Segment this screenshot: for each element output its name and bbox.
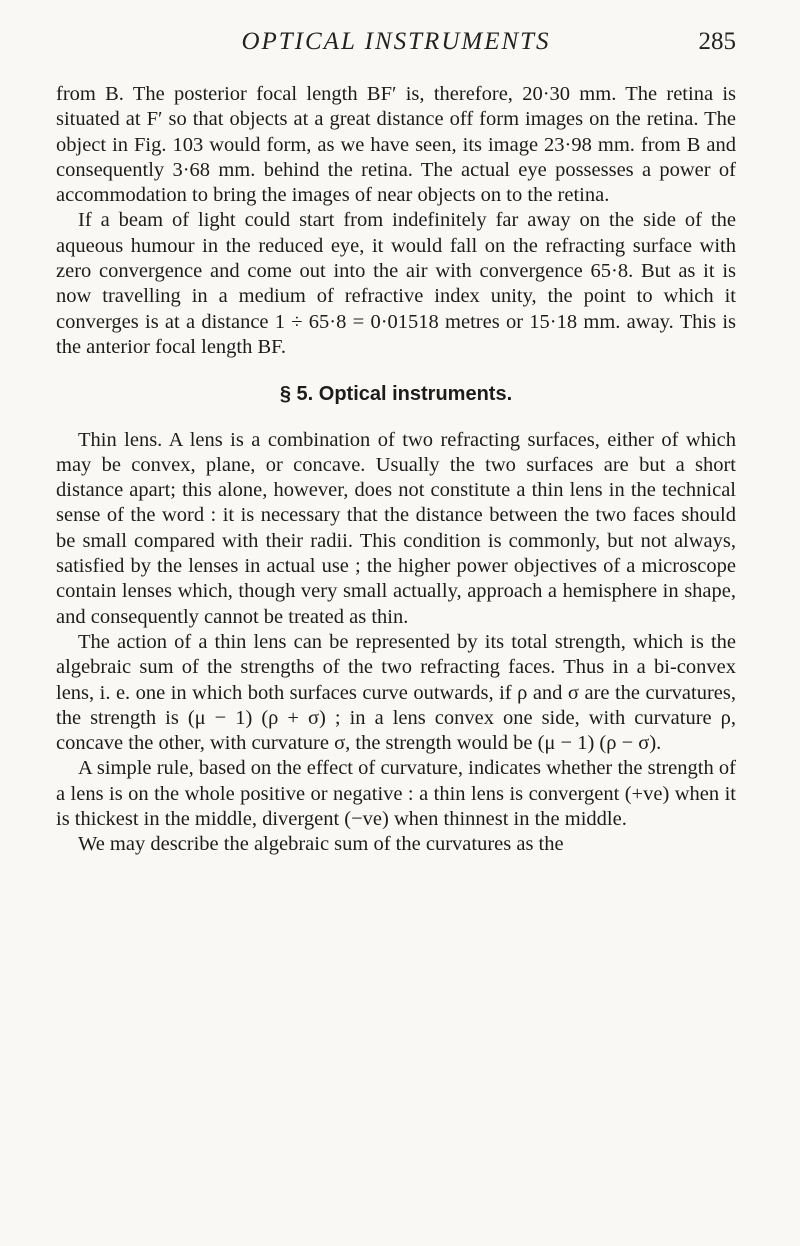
page-header <box>56 28 736 68</box>
paragraph-5: A simple rule, based on the effect of curvature, indicates whether the strength of a lens is on the whole positive or negative : a thin lens is convergent (+ve) when it is thickest in the middle, divergent (−ve) when thinnest in the middle. <box>56 757 736 831</box>
running-head: OPTICAL INSTRUMENTS <box>241 28 551 55</box>
paragraph-1: from B. The posterior focal length BF′ is, therefore, 20·30 mm. The retina is situated at F′ so that objects at a great distance off form images on the retina. The object in Fig. 103 would form, as we have seen, its image 23·98 mm. from B and consequently 3·68 mm. behind the retina. The actual eye possesses a power of accommodation to bring the images of near objects on to the retina. <box>56 83 736 207</box>
paragraph-3: Thin lens. A lens is a combination of two refracting surfaces, either of which may be convex, plane, or concave. Usually the two surfaces are but a short distance apart; this alone, however, does not constitute a thin lens in the technical sense of the word : it is necessary that the distance between the two faces should be small compared with their radii. This condition is commonly, but not always, satisfied by the lenses in actual use ; the higher power objectives of a microscope contain lenses which, though very small actually, approach a hemisphere in shape, and consequently cannot be treated as thin. <box>56 428 736 628</box>
paragraph-6: We may describe the algebraic sum of the curvatures as the <box>78 833 564 856</box>
page-number: 285 <box>698 28 736 55</box>
paragraph-2: If a beam of light could start from indefinitely far away on the side of the aqueous humour in the reduced eye, it would fall on the refracting surface with zero convergence and come out into the air with convergence 65·8. But as it is now travelling in a medium of refractive index unity, the point to which it converges is at a distance 1 ÷ 65·8 = 0·01518 metres or 15·18 mm. away. This is the anterior focal length BF. <box>56 209 736 358</box>
paragraph-4: The action of a thin lens can be represented by its total strength, which is the algebraic sum of the strengths of the two refracting faces. Thus in a bi-convex lens, i. e. one in which both surfaces curve outwards, if ρ and σ are the curvatures, the strength is (μ − 1) (ρ + σ) ; in a lens convex one side, with curvature ρ, concave the other, with curvature σ, the strength would be (μ − 1) (ρ − σ). <box>56 630 736 755</box>
body-text <box>56 82 736 858</box>
section-heading: § 5. Optical instruments. <box>279 383 513 406</box>
